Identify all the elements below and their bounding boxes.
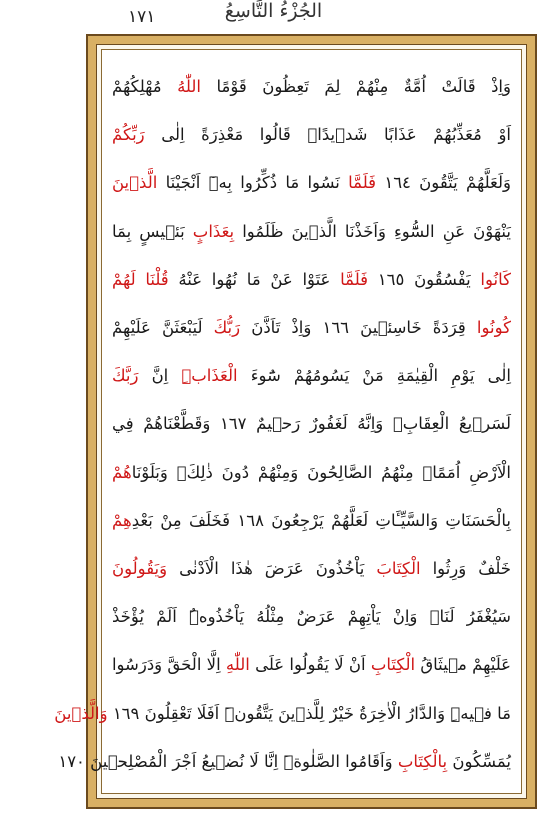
highlighted-word: رَبُّكَ	[213, 318, 241, 338]
verse-line	[112, 401, 511, 447]
verse-text: سَيُغْفَرُ لَنَاۚ وَاِنْ يَاْتِهِمْ عَرَضٌ مِثْلُهُ يَاْخُذُوهُۜ اَلَمْ يُؤْخَذْ	[112, 607, 511, 627]
verse-text: عَتَوْا عَنْ مَا نُهُوا عَنْهُ	[168, 269, 341, 289]
verse-text: خَلْفٌ وَرِثُوا	[420, 559, 511, 579]
verse-text: بِالْحَسَنَاتِ وَالسَّيِّـَٔاتِ لَعَلَّهُمْ يَرْجِعُونَ ١٦٨ فَخَلَفَ مِنْ بَعْدِ	[131, 510, 511, 530]
verse-text: الْاَرْضِ اُمَمًاۚ مِنْهُمُ الصَّالِحُونَ وَمِنْهُمْ دُونَ ذٰلِكَۘ وَبَلَوْنَا	[131, 462, 511, 482]
highlighted-word: الَّذ۪ينَ	[112, 173, 158, 193]
verse-line	[112, 64, 511, 110]
verse-text: قِرَدَةً خَاسِئ۪ينَ ١٦٦ وَاِذْ تَاَذَّنَ	[240, 318, 477, 338]
verse-text: نَسُوا مَا ذُكِّرُوا بِه۪ٓ اَنْجَيْنَا	[157, 173, 349, 193]
highlighted-word: وَيَقُولُونَ	[112, 559, 168, 579]
verse-text: اَنْ لَا يَقُولُوا عَلَى	[249, 655, 371, 675]
verse-line	[54, 691, 511, 737]
highlighted-word: فَلَمَّا	[340, 269, 369, 289]
highlighted-word: بِعَذَابٍ	[192, 221, 235, 241]
verse-line	[112, 450, 511, 496]
highlighted-word: هُمْ	[112, 462, 132, 482]
verse-text: وَاَقَامُوا الصَّلٰوةَۜ اِنَّا لَا نُض۪يعُ اَجْرَ الْمُصْلِح۪ينَ ١٧٠	[58, 751, 398, 771]
verse-line	[112, 642, 511, 688]
verse-text: يَاْخُذُونَ عَرَضَ هٰذَا الْاَدْنٰى	[167, 559, 377, 579]
verse-line	[112, 498, 511, 544]
juz-title: الجُزْءُ التَّاسِعُ	[224, 0, 323, 22]
highlighted-word: رَبِّكُمْ	[112, 125, 145, 145]
highlighted-word: فَلَمَّا	[348, 173, 377, 193]
page-number: ١٧١	[128, 7, 156, 27]
highlighted-word: الْكِتَابَ	[376, 559, 421, 579]
verse-text: عَلَيْهِمْ م۪يثَاقُ	[415, 655, 511, 675]
verse-text: اِلَّا الْحَقَّ وَدَرَسُوا	[111, 655, 226, 675]
highlighted-word: الْكِتَابِ	[370, 655, 416, 675]
verse-text: بَئ۪يسٍ بِمَا	[112, 221, 193, 241]
highlighted-word: كُونُوا	[476, 318, 511, 338]
highlighted-word: كَانُوا	[480, 269, 512, 289]
verse-text: لَيَبْعَثَنَّ عَلَيْهِمْ	[112, 318, 214, 338]
highlighted-word: اللّٰهِ	[225, 655, 250, 675]
highlighted-word: هِمْ	[112, 510, 132, 530]
verse-text: اَوْ مُعَذِّبُهُمْ عَذَابًا شَد۪يدًاۜ قَالُوا مَعْذِرَةً اِلٰى	[144, 125, 511, 145]
verse-text: وَاِذْ قَالَتْ اُمَّةٌ مِنْهُمْ لِمَ تَعِظُونَ قَوْمًا	[201, 77, 511, 96]
highlighted-word: قُلْنَا لَهُمْ	[112, 269, 169, 289]
verse-line	[58, 739, 511, 785]
verse-line	[112, 209, 511, 255]
verse-text: مُهْلِكُهُمْ	[112, 77, 178, 96]
verse-text: مَا ف۪يهِۜ وَالدَّارُ الْاٰخِرَةُ خَيْرٌ لِلَّذ۪ينَ يَتَّقُونَۜ اَفَلَا تَعْقِلُونَ ١٦٩	[107, 703, 511, 723]
highlighted-word: رَبَّكَ	[112, 366, 139, 386]
verse-line	[112, 546, 511, 592]
page-header	[0, 0, 547, 34]
verse-text: يَفْسُقُونَ ١٦٥	[368, 269, 481, 289]
verse-line	[112, 305, 511, 351]
frame-inner-border	[54, 44, 527, 799]
highlighted-word: اللّٰهُ	[177, 77, 201, 96]
verse-line	[112, 160, 511, 206]
highlighted-word: وَالَّذ۪ينَ	[54, 703, 108, 723]
verse-text: يُمَسِّكُونَ	[447, 751, 511, 771]
verse-line	[112, 594, 511, 640]
verse-line	[112, 257, 511, 303]
decorative-frame	[54, 34, 537, 809]
verse-text: لَسَر۪يعُ الْعِقَابِۚ وَاِنَّهُ لَغَفُورٌ رَح۪يمٌ ١٦٧ وَقَطَّعْنَاهُمْ فِي	[112, 414, 512, 434]
verse-text: يَنْهَوْنَ عَنِ السُّٓوءِ وَاَخَذْنَا الَّذ۪ينَ ظَلَمُوا	[234, 221, 511, 241]
verse-line	[112, 112, 511, 158]
highlighted-word: الْعَذَابِۜ	[181, 366, 238, 386]
quran-text-panel	[54, 49, 522, 794]
verse-line	[112, 353, 511, 399]
verse-text: اِلٰى يَوْمِ الْقِيٰمَةِ مَنْ يَسُومُهُمْ سُٓوءَ	[237, 366, 511, 386]
highlighted-word: بِالْكِتَابِ	[397, 751, 448, 771]
verse-text: اِنَّ	[138, 366, 182, 386]
verse-text: وَلَعَلَّهُمْ يَتَّقُونَ ١٦٤	[376, 173, 511, 193]
